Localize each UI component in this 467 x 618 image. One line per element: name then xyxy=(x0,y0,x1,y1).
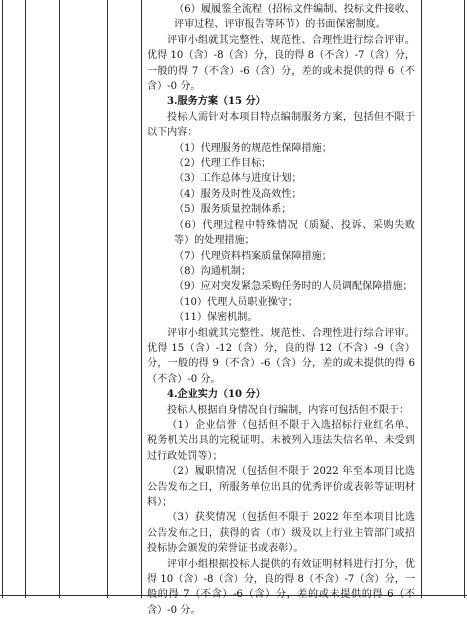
table-border-left xyxy=(2,0,3,598)
table-border-col3 xyxy=(107,0,108,598)
doc-line: 投标人根据自身情况自行编制，内容可包括但不限于： xyxy=(167,404,410,416)
table-border-col4 xyxy=(141,0,142,598)
doc-line: （3）工作总体与进度计划； xyxy=(174,173,302,185)
doc-line: （2）履职情况（包括但不限于 2022 年至本项目比选公告发布之日，所服务单位出具的优秀评价或表彰等证明材料）； xyxy=(147,466,415,508)
doc-line: （5）服务质量控制体系； xyxy=(174,204,292,216)
doc-line: （1）代理服务的规范性保障措施； xyxy=(174,142,332,154)
doc-line: （7）代理资料档案质量保障措施； xyxy=(174,250,332,262)
section-title: 3.服务方案（15 分） xyxy=(167,96,266,108)
doc-line: 评审小组就其完整性、规范性、合理性进行综合评审。优得 15（含）-12（含）分，良的得 12（不含）-9（含）分，一般的得 9（不含）-6（含）分，差的或未提供的得 6（不含）-0 分。 xyxy=(147,327,415,385)
table-border-right xyxy=(464,0,465,598)
doc-line: （11）保密机制。 xyxy=(174,312,258,324)
doc-line: （9）应对突发紧急采购任务时的人员调配保障措施； xyxy=(174,281,413,293)
table-border-col5 xyxy=(421,0,422,598)
doc-line: （1）企业信誉（包括但不限于入选招标行业红名单、税务机关出具的完税证明、未被列入违法失信名单、未受到过行政处罚等）； xyxy=(147,419,415,462)
section-title: 4.企业实力（10 分） xyxy=(167,389,266,401)
doc-line: （3）获奖情况（包括但不限于 2022 年至本项目比选公告发布之日，获得的省（市）级及以上行业主管部门或招投标协会颁发的荣誉证书或表彰）。 xyxy=(147,512,415,555)
doc-line: （4）服务及时性及高效性； xyxy=(174,188,302,200)
doc-line: （2）代理工作目标； xyxy=(174,158,272,170)
doc-line: （6）履履鉴全流程（招标文件编制、投标文件接收、评审过程、评审报告等环节）的书面保密制度。 xyxy=(174,4,415,31)
criteria-cell xyxy=(147,2,415,618)
doc-line: 评审小组就其完整性、规范性、合理性进行综合评审。优得 10（含）-8（含）分，良的得 8（不含）-7（含）分，一般的得 7（不含）-6（含）分，差的或未提供的得 6（不含）-0 分。 xyxy=(147,34,415,93)
table-border-col2 xyxy=(59,0,60,598)
table-border-col1 xyxy=(25,0,26,598)
doc-line: 投标人需针对本项目特点编制服务方案，包括但不限于以下内容： xyxy=(147,111,415,139)
doc-line: 评审小组根据投标人提供的有效证明材料进行打分，优得 10（含）-8（含）分，良的得 8（不含）-7（含）分，一般的得 7（不含）-6（含）分，差的或未提供的得 6（不含）-0 分。 xyxy=(147,558,415,616)
doc-line: （8）沟通机制； xyxy=(174,265,252,277)
doc-line: （10）代理人员职业操守； xyxy=(174,296,298,308)
doc-line: （6）代理过程中特殊情况（质疑、投诉、采购失败等）的处理措施； xyxy=(174,219,415,247)
